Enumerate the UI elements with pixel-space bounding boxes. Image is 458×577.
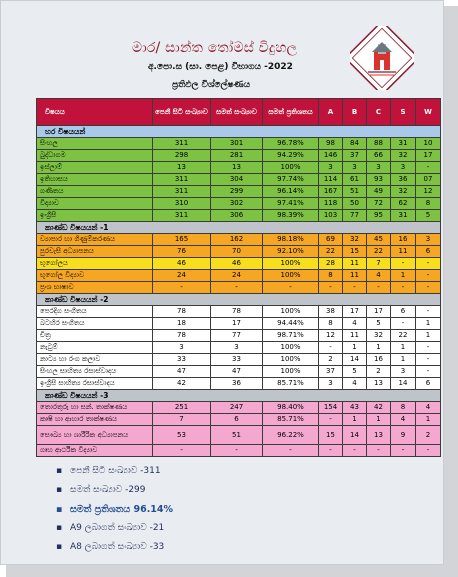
cell-grade-w: 6 bbox=[416, 378, 441, 390]
exam-title: අ.පො.ස (සා. පෙළ) විභාගය -2022 bbox=[148, 62, 293, 72]
cell-grade-w: 4 bbox=[416, 402, 441, 414]
cell-sat: 298 bbox=[153, 150, 211, 162]
cell-passed: 3 bbox=[211, 342, 263, 354]
section-header-row bbox=[37, 390, 441, 402]
cell-subject: සිංහල bbox=[37, 138, 153, 150]
cell-grade-c: 7 bbox=[367, 258, 391, 270]
cell-subject: සිංහල සාහිත්‍ය රසාස්වාදය bbox=[37, 366, 153, 378]
cell-grade-w: 8 bbox=[416, 198, 441, 210]
cell-grade-a: 167 bbox=[319, 186, 343, 198]
bullet-icon: ▪ bbox=[56, 485, 63, 495]
section-header-row bbox=[37, 126, 441, 138]
cell-passed: 247 bbox=[211, 402, 263, 414]
cell-pass-percent: 94.29% bbox=[263, 150, 319, 162]
cell-grade-s: 62 bbox=[391, 198, 416, 210]
cell-grade-w: 07 bbox=[416, 174, 441, 186]
cell-pass-percent: 98.71% bbox=[263, 330, 319, 342]
cell-sat: 13 bbox=[153, 162, 211, 174]
cell-grade-a: 154 bbox=[319, 402, 343, 414]
section-header-row bbox=[37, 222, 441, 234]
cell-sat: 310 bbox=[153, 198, 211, 210]
page-shadow-bottom bbox=[6, 565, 458, 577]
cell-grade-s: 3 bbox=[391, 366, 416, 378]
cell-grade-c: 66 bbox=[367, 150, 391, 162]
cell-sat: 165 bbox=[153, 234, 211, 246]
cell-sat: 311 bbox=[153, 186, 211, 198]
cell-grade-c: 17 bbox=[367, 306, 391, 318]
cell-pass-percent: 85.71% bbox=[263, 414, 319, 426]
bullet-icon: ▪ bbox=[56, 542, 63, 552]
cell-grade-c: 1 bbox=[367, 342, 391, 354]
cell-subject: ඉතිහාසය bbox=[37, 174, 153, 186]
cell-subject: විද්‍යාව bbox=[37, 198, 153, 210]
cell-grade-a: - bbox=[319, 414, 343, 426]
section-title: කාණ්ඩ විෂයයන් -3 bbox=[37, 390, 441, 402]
cell-passed: 301 bbox=[211, 138, 263, 150]
cell-grade-w: - bbox=[416, 270, 441, 282]
cell-subject: බටහිර සංගීතය bbox=[37, 318, 153, 330]
cell-passed: 77 bbox=[211, 330, 263, 342]
cell-grade-a: 38 bbox=[319, 306, 343, 318]
cell-grade-a: 114 bbox=[319, 174, 343, 186]
cell-subject: ව්‍යාපාර හා ගිණුම්කරණය bbox=[37, 234, 153, 246]
cell-subject: චිත්‍ර bbox=[37, 330, 153, 342]
cell-grade-a: 3 bbox=[319, 162, 343, 174]
cell-grade-a: 146 bbox=[319, 150, 343, 162]
table-row bbox=[37, 210, 441, 222]
cell-grade-b: - bbox=[343, 445, 367, 457]
cell-grade-b: 50 bbox=[343, 198, 367, 210]
cell-sat: 42 bbox=[153, 378, 211, 390]
summary-item bbox=[56, 500, 173, 519]
cell-grade-c: 42 bbox=[367, 402, 391, 414]
cell-grade-s: - bbox=[391, 318, 416, 330]
cell-grade-c: 13 bbox=[367, 378, 391, 390]
cell-grade-a: 8 bbox=[319, 270, 343, 282]
cell-passed: 24 bbox=[211, 270, 263, 282]
cell-grade-b: 4 bbox=[343, 378, 367, 390]
cell-passed: 281 bbox=[211, 150, 263, 162]
cell-sat: 3 bbox=[153, 342, 211, 354]
cell-grade-b: 1 bbox=[343, 414, 367, 426]
col-grade-a-header: A bbox=[319, 99, 343, 126]
cell-grade-w: - bbox=[416, 282, 441, 294]
cell-grade-b: 4 bbox=[343, 318, 367, 330]
table-row bbox=[37, 354, 441, 366]
cell-grade-b: 14 bbox=[343, 354, 367, 366]
cell-pass-percent: 100% bbox=[263, 342, 319, 354]
cell-grade-s: 6 bbox=[391, 306, 416, 318]
cell-grade-a: 103 bbox=[319, 210, 343, 222]
cell-sat: 78 bbox=[153, 306, 211, 318]
table-header-row bbox=[37, 99, 441, 126]
cell-pass-percent: 97.41% bbox=[263, 198, 319, 210]
cell-grade-b: 5 bbox=[343, 366, 367, 378]
cell-grade-w: 1 bbox=[416, 330, 441, 342]
table-row bbox=[37, 318, 441, 330]
cell-grade-c: 4 bbox=[367, 270, 391, 282]
cell-grade-w: - bbox=[416, 342, 441, 354]
cell-grade-b: 14 bbox=[343, 426, 367, 445]
cell-subject: නැටුම් bbox=[37, 342, 153, 354]
bullet-icon: ▪ bbox=[56, 504, 63, 515]
cell-grade-s: 32 bbox=[391, 150, 416, 162]
cell-pass-percent: 98.18% bbox=[263, 234, 319, 246]
cell-grade-c: 93 bbox=[367, 174, 391, 186]
cell-passed: 13 bbox=[211, 162, 263, 174]
cell-grade-c: 1 bbox=[367, 414, 391, 426]
cell-grade-c: 95 bbox=[367, 210, 391, 222]
cell-sat: 53 bbox=[153, 426, 211, 445]
cell-passed: 36 bbox=[211, 378, 263, 390]
cell-grade-w: 1 bbox=[416, 414, 441, 426]
cell-grade-a: 15 bbox=[319, 426, 343, 445]
cell-subject: භූගෝලය bbox=[37, 258, 153, 270]
cell-grade-b: 32 bbox=[343, 234, 367, 246]
cell-passed: - bbox=[211, 445, 263, 457]
bullet-icon: ▪ bbox=[56, 466, 63, 476]
summary-text: A8 ලබාගත් සංඛ්‍යාව -33 bbox=[70, 542, 165, 552]
cell-subject: ඉස්ලාම් bbox=[37, 162, 153, 174]
cell-passed: 47 bbox=[211, 366, 263, 378]
cell-grade-b: 61 bbox=[343, 174, 367, 186]
table-row bbox=[37, 270, 441, 282]
cell-passed: 162 bbox=[211, 234, 263, 246]
table-row bbox=[37, 258, 441, 270]
cell-grade-s: 1 bbox=[391, 270, 416, 282]
cell-pass-percent: 100% bbox=[263, 366, 319, 378]
cell-grade-w: 3 bbox=[416, 234, 441, 246]
cell-subject: ගණිතය bbox=[37, 186, 153, 198]
table-row bbox=[37, 402, 441, 414]
section-title: හර විෂයයන් bbox=[37, 126, 441, 138]
cell-subject: කෘෂි හා ආහාර තාක්ෂණය bbox=[37, 414, 153, 426]
cell-sat: 46 bbox=[153, 258, 211, 270]
summary-text: A9 ලබාගත් සංඛ්‍යාව -21 bbox=[70, 523, 165, 533]
cell-grade-s: 36 bbox=[391, 174, 416, 186]
summary-item bbox=[56, 481, 173, 500]
cell-grade-w: - bbox=[416, 366, 441, 378]
col-grade-b-header: B bbox=[343, 99, 367, 126]
cell-subject: ඉංග්‍රීසි සාහිත්‍ය රසාස්වාදය bbox=[37, 378, 153, 390]
cell-grade-b: 3 bbox=[343, 162, 367, 174]
cell-grade-c: 2 bbox=[367, 366, 391, 378]
cell-grade-w: - bbox=[416, 445, 441, 457]
cell-grade-w: 6 bbox=[416, 246, 441, 258]
cell-pass-percent: 100% bbox=[263, 354, 319, 366]
section-title: කාණ්ඩ විෂයයන් -1 bbox=[37, 222, 441, 234]
cell-sat: 18 bbox=[153, 318, 211, 330]
cell-grade-s: 32 bbox=[391, 186, 416, 198]
cell-pass-percent: 85.71% bbox=[263, 378, 319, 390]
cell-grade-c: 45 bbox=[367, 234, 391, 246]
cell-sat: 311 bbox=[153, 174, 211, 186]
table-row bbox=[37, 414, 441, 426]
cell-grade-w: - bbox=[416, 354, 441, 366]
cell-passed: 78 bbox=[211, 306, 263, 318]
table-row bbox=[37, 162, 441, 174]
summary-item bbox=[56, 519, 173, 538]
cell-grade-a: 98 bbox=[319, 138, 343, 150]
col-grade-c-header: C bbox=[367, 99, 391, 126]
school-crest-logo bbox=[350, 26, 414, 90]
table-row bbox=[37, 186, 441, 198]
cell-grade-b: 11 bbox=[343, 330, 367, 342]
cell-grade-w: 17 bbox=[416, 150, 441, 162]
cell-passed: 17 bbox=[211, 318, 263, 330]
cell-grade-s: 11 bbox=[391, 246, 416, 258]
school-name: මාර/ සාන්ත තෝමස් විදුහල bbox=[132, 40, 298, 56]
cell-passed: 306 bbox=[211, 210, 263, 222]
cell-passed: 33 bbox=[211, 354, 263, 366]
cell-subject: ගෘහ ආර්ථික විද්‍යාව bbox=[37, 445, 153, 457]
table-row bbox=[37, 330, 441, 342]
cell-subject: තොරතුරු හා සන්. තාක්ෂණය bbox=[37, 402, 153, 414]
cell-grade-s: 8 bbox=[391, 402, 416, 414]
cell-subject: බුද්ධාගම bbox=[37, 150, 153, 162]
cell-grade-a: 28 bbox=[319, 258, 343, 270]
cell-passed: 51 bbox=[211, 426, 263, 445]
cell-grade-s: 16 bbox=[391, 234, 416, 246]
cell-pass-percent: - bbox=[263, 282, 319, 294]
cell-pass-percent: 96.14% bbox=[263, 186, 319, 198]
table-row bbox=[37, 342, 441, 354]
cell-grade-a: 37 bbox=[319, 366, 343, 378]
cell-grade-b: - bbox=[343, 282, 367, 294]
cell-grade-b: 51 bbox=[343, 186, 367, 198]
table-row bbox=[37, 378, 441, 390]
col-grade-s-header: S bbox=[391, 99, 416, 126]
cell-grade-c: 72 bbox=[367, 198, 391, 210]
cell-grade-s: - bbox=[391, 445, 416, 457]
cell-sat: 33 bbox=[153, 354, 211, 366]
cell-sat: 24 bbox=[153, 270, 211, 282]
col-pass-percent-header: සමත් ප්‍රතිශතය bbox=[263, 99, 319, 126]
cell-subject: පුරවැසි අධ්‍යාපනය bbox=[37, 246, 153, 258]
cell-grade-a: 3 bbox=[319, 378, 343, 390]
cell-pass-percent: 96.78% bbox=[263, 138, 319, 150]
cell-sat: 78 bbox=[153, 330, 211, 342]
cell-sat: 7 bbox=[153, 414, 211, 426]
col-passed-header: සමත් සංඛ්‍යාව bbox=[211, 99, 263, 126]
cell-sat: - bbox=[153, 445, 211, 457]
table-row bbox=[37, 138, 441, 150]
cell-grade-c: - bbox=[367, 282, 391, 294]
bullet-icon: ▪ bbox=[56, 523, 63, 533]
cell-grade-s: 3 bbox=[391, 162, 416, 174]
cell-subject: නාට්‍ය හා රංග කලාව bbox=[37, 354, 153, 366]
cell-sat: 47 bbox=[153, 366, 211, 378]
table-row bbox=[37, 246, 441, 258]
cell-grade-a: 69 bbox=[319, 234, 343, 246]
page-shadow-right bbox=[444, 6, 458, 577]
cell-grade-a: - bbox=[319, 282, 343, 294]
cell-passed: 302 bbox=[211, 198, 263, 210]
table-row bbox=[37, 282, 441, 294]
col-subject-header: විෂයය bbox=[37, 99, 153, 126]
cell-grade-a: 2 bbox=[319, 354, 343, 366]
cell-sat: 311 bbox=[153, 138, 211, 150]
cell-grade-b: 11 bbox=[343, 270, 367, 282]
cell-grade-s: 4 bbox=[391, 414, 416, 426]
cell-grade-b: 15 bbox=[343, 246, 367, 258]
cell-grade-c: 5 bbox=[367, 318, 391, 330]
table-row bbox=[37, 198, 441, 210]
cell-grade-s: - bbox=[391, 282, 416, 294]
cell-grade-c: 13 bbox=[367, 426, 391, 445]
table-row bbox=[37, 445, 441, 457]
table-row bbox=[37, 306, 441, 318]
cell-subject: ප්‍රංශ භාෂාව bbox=[37, 282, 153, 294]
cell-pass-percent: 100% bbox=[263, 162, 319, 174]
cell-grade-c: 32 bbox=[367, 330, 391, 342]
table-row bbox=[37, 234, 441, 246]
summary-item bbox=[56, 462, 173, 481]
cell-sat: 251 bbox=[153, 402, 211, 414]
summary-item bbox=[56, 538, 173, 557]
cell-subject: සෞඛ්‍ය හා ශාරීරික අධ්‍යාපනය bbox=[37, 426, 153, 445]
cell-grade-s: 14 bbox=[391, 378, 416, 390]
cell-grade-w: 5 bbox=[416, 210, 441, 222]
summary-list bbox=[56, 462, 173, 557]
section-header-row bbox=[37, 294, 441, 306]
cell-grade-w: - bbox=[416, 258, 441, 270]
cell-grade-a: - bbox=[319, 445, 343, 457]
cell-pass-percent: 92.10% bbox=[263, 246, 319, 258]
cell-pass-percent: 100% bbox=[263, 306, 319, 318]
cell-grade-c: 88 bbox=[367, 138, 391, 150]
cell-grade-s: - bbox=[391, 258, 416, 270]
analysis-title: ප්‍රතිඵල විශ්ලේෂණය bbox=[172, 80, 251, 90]
col-sat-header: පෙනී සිටි සංඛ්‍යාව bbox=[153, 99, 211, 126]
table-row bbox=[37, 150, 441, 162]
cell-grade-b: 77 bbox=[343, 210, 367, 222]
summary-text: සමත් ප්‍රතිශතය 96.14% bbox=[70, 504, 174, 515]
cell-grade-c: 16 bbox=[367, 354, 391, 366]
cell-grade-w: 2 bbox=[416, 426, 441, 445]
cell-grade-b: 43 bbox=[343, 402, 367, 414]
summary-text: සමත් සංඛ්‍යාව -299 bbox=[70, 485, 146, 495]
cell-grade-b: 11 bbox=[343, 258, 367, 270]
summary-text: පෙනී සිටි සංඛ්‍යාව -311 bbox=[70, 466, 161, 476]
cell-sat: 76 bbox=[153, 246, 211, 258]
cell-grade-b: 37 bbox=[343, 150, 367, 162]
cell-grade-w: 1 bbox=[416, 318, 441, 330]
cell-subject: ඉංග්‍රීසි bbox=[37, 210, 153, 222]
col-grade-w-header: W bbox=[416, 99, 441, 126]
results-table bbox=[36, 98, 441, 457]
cell-grade-s: 9 bbox=[391, 426, 416, 445]
section-title: කාණ්ඩ විෂයයන් -2 bbox=[37, 294, 441, 306]
cell-grade-c: - bbox=[367, 445, 391, 457]
cell-pass-percent: 98.39% bbox=[263, 210, 319, 222]
cell-grade-s: 31 bbox=[391, 210, 416, 222]
table-row bbox=[37, 426, 441, 445]
cell-passed: 299 bbox=[211, 186, 263, 198]
cell-passed: 46 bbox=[211, 258, 263, 270]
cell-pass-percent: 97.74% bbox=[263, 174, 319, 186]
cell-passed: 70 bbox=[211, 246, 263, 258]
cell-grade-a: - bbox=[319, 342, 343, 354]
cell-grade-a: 22 bbox=[319, 246, 343, 258]
cell-pass-percent: 96.22% bbox=[263, 426, 319, 445]
cell-grade-w: - bbox=[416, 162, 441, 174]
cell-pass-percent: - bbox=[263, 445, 319, 457]
cell-grade-a: 118 bbox=[319, 198, 343, 210]
cell-grade-s: 1 bbox=[391, 354, 416, 366]
cell-grade-s: 22 bbox=[391, 330, 416, 342]
cell-grade-b: 1 bbox=[343, 342, 367, 354]
cell-grade-c: 22 bbox=[367, 246, 391, 258]
cell-sat: 311 bbox=[153, 210, 211, 222]
cell-passed: 6 bbox=[211, 414, 263, 426]
cell-grade-a: 8 bbox=[319, 318, 343, 330]
cell-grade-s: 31 bbox=[391, 138, 416, 150]
cell-grade-c: 49 bbox=[367, 186, 391, 198]
cell-grade-w: 12 bbox=[416, 186, 441, 198]
cell-grade-b: 84 bbox=[343, 138, 367, 150]
cell-passed: - bbox=[211, 282, 263, 294]
cell-grade-a: 12 bbox=[319, 330, 343, 342]
cell-grade-c: 3 bbox=[367, 162, 391, 174]
cell-grade-w: - bbox=[416, 306, 441, 318]
table-row bbox=[37, 174, 441, 186]
cell-subject: භූගෝල විද්‍යාව bbox=[37, 270, 153, 282]
cell-pass-percent: 100% bbox=[263, 258, 319, 270]
cell-passed: 304 bbox=[211, 174, 263, 186]
cell-subject: පෙරදිග සංගීතය bbox=[37, 306, 153, 318]
cell-grade-b: 17 bbox=[343, 306, 367, 318]
table-row bbox=[37, 366, 441, 378]
cell-pass-percent: 94.44% bbox=[263, 318, 319, 330]
cell-grade-s: 1 bbox=[391, 342, 416, 354]
cell-sat: - bbox=[153, 282, 211, 294]
cell-pass-percent: 100% bbox=[263, 270, 319, 282]
cell-pass-percent: 98.40% bbox=[263, 402, 319, 414]
cell-grade-w: 10 bbox=[416, 138, 441, 150]
